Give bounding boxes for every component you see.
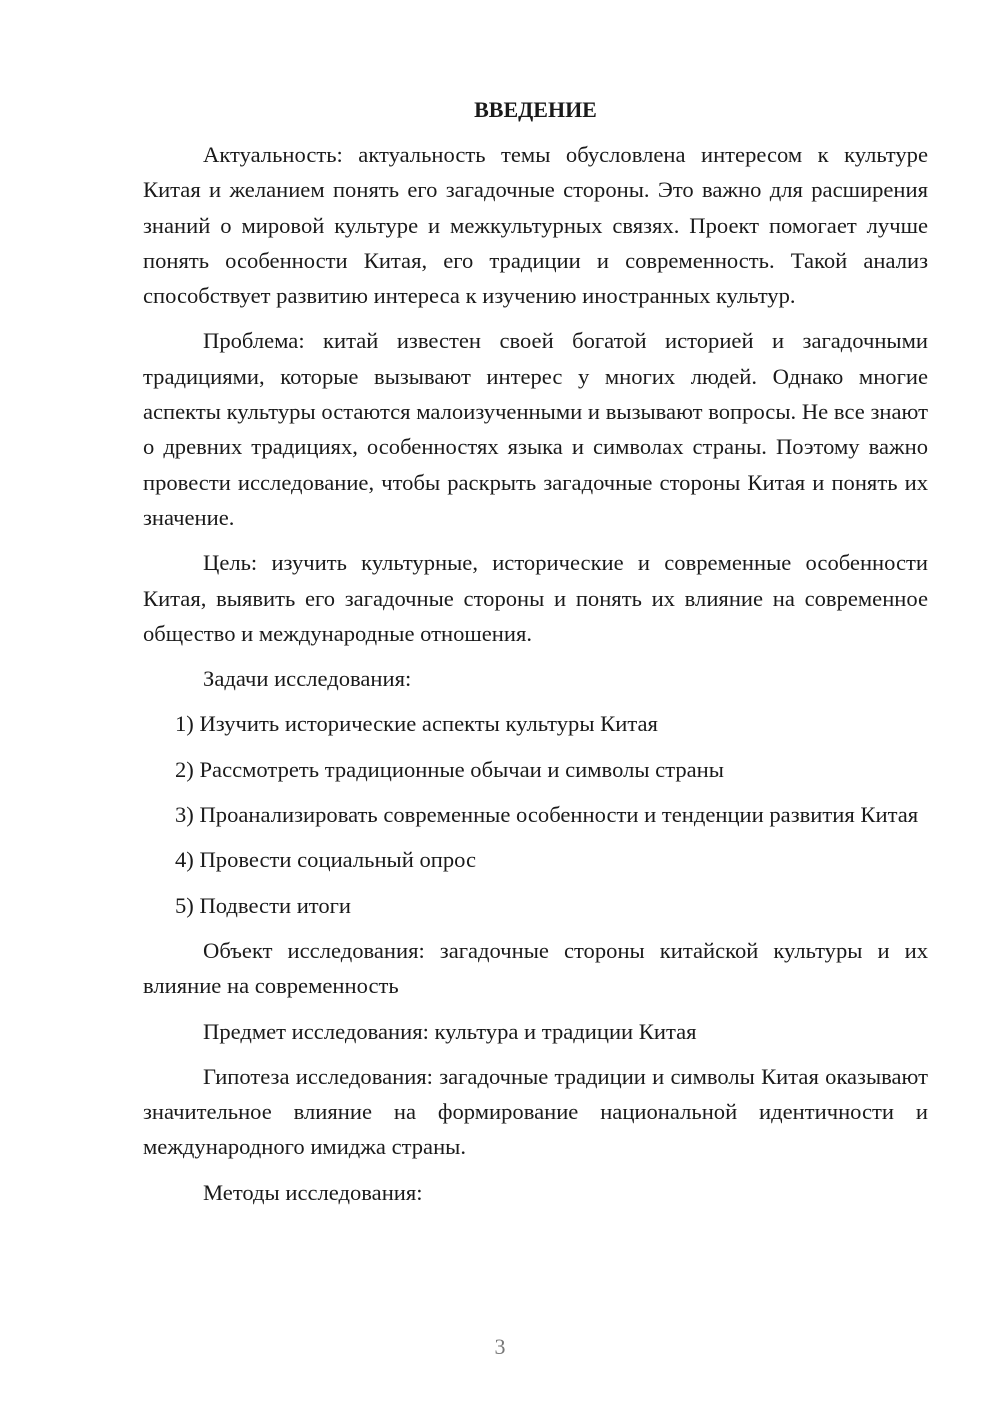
task-item: 2) Рассмотреть традиционные обычаи и символы страны bbox=[175, 756, 724, 782]
goal-paragraph: Цель: изучить культурные, исторические и современные особенности Китая, выявить его загадочные стороны и понять их влияние на современное общество и международные отношения. bbox=[143, 550, 928, 646]
document-page bbox=[143, 92, 928, 1220]
relevance-paragraph: Актуальность: актуальность темы обусловлена интересом к культуре Китая и желанием понять его загадочные стороны. Это важно для расширения знаний о мировой культуре и межкультурных связях. Проект помогает лучше понять особенности Китая, его традиции и современность. Такой анализ способствует развитию интереса к изучению иностранных культур. bbox=[143, 142, 928, 309]
subject-paragraph: Предмет исследования: культура и традиции Китая bbox=[203, 1018, 697, 1044]
methods-heading: Методы исследования: bbox=[203, 1179, 423, 1205]
tasks-heading: Задачи исследования: bbox=[203, 666, 412, 692]
task-item: 5) Подвести итоги bbox=[175, 892, 352, 918]
object-paragraph: Объект исследования: загадочные стороны китайской культуры и их влияние на современность bbox=[143, 937, 928, 999]
page-title: ВВЕДЕНИЕ bbox=[474, 97, 597, 122]
task-item: 1) Изучить исторические аспекты культуры Китая bbox=[175, 711, 658, 737]
task-item: 3) Проанализировать современные особенности и тенденции развития Китая bbox=[175, 802, 919, 828]
page-number: 3 bbox=[494, 1334, 506, 1359]
hypothesis-paragraph: Гипотеза исследования: загадочные традиции и символы Китая оказывают значительное влияние на формирование национальной идентичности и международного имиджа страны. bbox=[143, 1063, 928, 1160]
problem-paragraph: Проблема: китай известен своей богатой историей и загадочными традициями, которые вызывают интерес у многих людей. Однако многие аспекты культуры остаются малоизученными и вызывают вопросы. Не все знают о древних традициях, особенностях языка и символах страны. Поэтому важно провести исследование, чтобы раскрыть загадочные стороны Китая и понять их значение. bbox=[143, 328, 928, 530]
task-item: 4) Провести социальный опрос bbox=[175, 847, 477, 873]
